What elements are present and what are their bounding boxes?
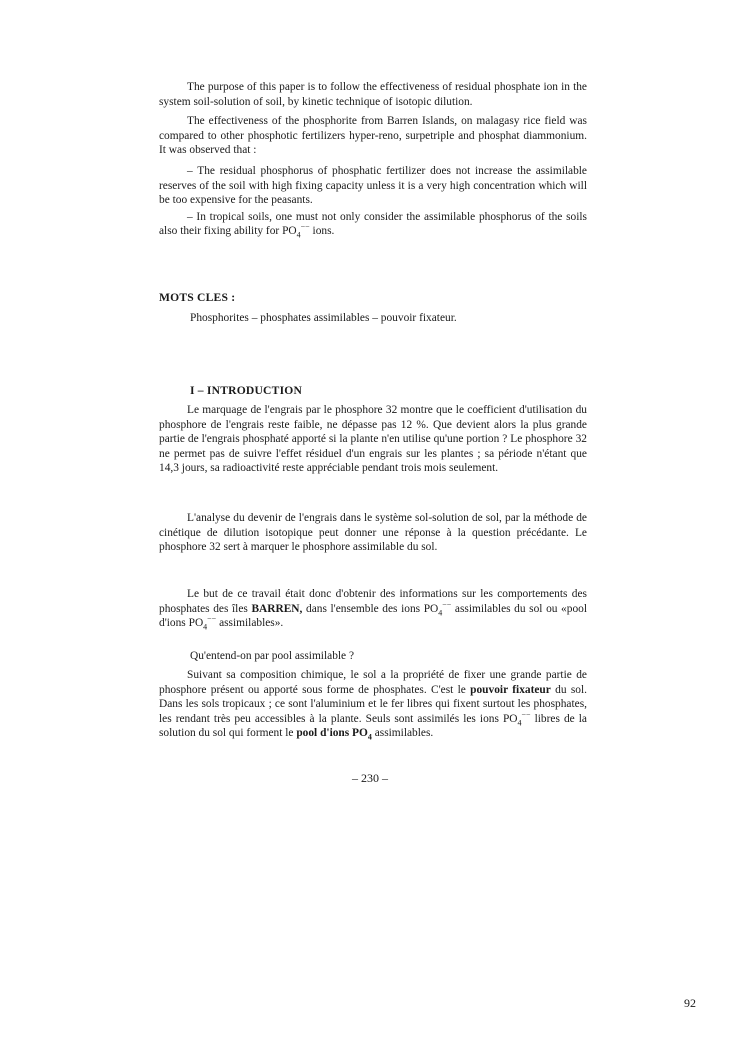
formula-charge: −−: [207, 614, 217, 624]
page-number: – 230 –: [352, 771, 388, 785]
formula-subscript: 4: [203, 622, 208, 632]
intro-p4-part-a: Suivant sa composition chimique, le sol a la propriété de fixer une grande partie de phosphore présent ou apporté sous forme de phosphates. C'est le: [159, 669, 587, 696]
formula-charge: −−: [300, 222, 310, 232]
question: Qu'entend-on par pool assimilable ?: [190, 650, 355, 662]
intro-p4-part-b: du sol. Dans les sols tropicaux ; ce sont l'aluminium et le fer libres qui fixent surtout les phosphates, les rendant très peu accessibles à la plante. Seuls sont assimilés les ions: [159, 683, 587, 725]
pouvoir-fixateur-term: pouvoir fixateur: [470, 683, 551, 696]
formula-subscript: 4: [438, 607, 443, 617]
formula-subscript: 4: [296, 230, 301, 240]
abstract-paragraph-1: The purpose of this paper is to follow the effectiveness of residual phosphate ion in the system soil-solution of soil, by kinetic technique of isotopic dilution.: [159, 81, 587, 108]
po4-formula: [502, 709, 531, 728]
abstract-paragraph-4: [159, 210, 587, 239]
intro-p4-part-c: libres de la solution du sol qui forment le: [159, 712, 587, 740]
intro-paragraph-2-text: L'analyse du devenir de l'engrais dans le système sol-solution de sol, par la méthode de cinétique de dilution isotopique peut donner une réponse à la question précédante. Le phosphore 32 sert à marquer le phosphore assimilable du sol.: [159, 512, 587, 554]
intro-paragraph-3-text: [159, 587, 587, 631]
formula-base: PO: [502, 712, 518, 725]
keywords-heading: MOTS CLES :: [159, 291, 236, 304]
intro-p3-part-c: assimilables du sol ou «pool d'ions: [159, 602, 588, 630]
pool-ions-term: [296, 727, 372, 742]
intro-p3-part-d: assimilables».: [219, 617, 284, 630]
formula-base: PO: [188, 617, 204, 630]
abstract-paragraph-4-end: ions.: [312, 225, 335, 238]
pool-ions-text: pool d'ions PO: [296, 727, 368, 740]
abstract-paragraph-3: – The residual phosphorus of phosphatic fertilizer does not increase the assimilable reserves of the soil with high fixing capacity unless it is a very high concentration which will be too expensive for the peasants.: [159, 164, 587, 207]
formula-charge: −−: [442, 599, 452, 609]
intro-paragraph-2: [159, 511, 587, 555]
abstract-paragraph-4-text: – In tropical soils, one must not only consider the assimilable phosphorus of the soils also their fixing ability for: [159, 210, 587, 238]
intro-paragraph-4-text: [159, 668, 587, 741]
sheet-number: 92: [684, 996, 696, 1010]
intro-paragraph-4: [159, 668, 587, 741]
po4-formula: [282, 222, 310, 240]
intro-p4-part-d: assimilables.: [374, 727, 434, 740]
intro-paragraph-3: [159, 587, 587, 631]
formula-subscript: 4: [517, 718, 522, 728]
intro-p3-part-b: dans l'ensemble des ions: [306, 602, 421, 615]
intro-paragraph-1-text: Le marquage de l'engrais par le phosphore 32 montre que le coefficient d'utilisation du phosphore de l'engrais reste faible, ne dépasse pas 12 %. Que devient alors la plus grande partie de l'engrais phosphaté apporté si la plante n'en utilise qu'une portion ? Le phosphore 32 ne permet pas de suivre l'effet résiduel d'un engrais sur les plantes ; sa période n'étant que 14,3 jours, sa radioactivité reste appréciable pendant trois mois seulement.: [159, 404, 587, 475]
intro-paragraph-1: [159, 403, 587, 476]
abstract: [159, 80, 587, 239]
po4-formula: [188, 614, 217, 632]
barren-name: BARREN,: [251, 602, 303, 615]
introduction-heading: I – INTRODUCTION: [190, 384, 303, 397]
formula-base: PO: [282, 225, 297, 238]
formula-base: PO: [423, 602, 439, 615]
abstract-paragraph-2: The effectiveness of the phosphorite from Barren Islands, on malagasy rice field was compared to other phosphotic fertilizers hyper-reno, surpetriple and phosphat diammonium. It was observed that :: [159, 115, 587, 157]
po4-formula: [423, 599, 452, 617]
formula-subscript: 4: [367, 732, 372, 742]
keywords-text: Phosphorites – phosphates assimilables – pouvoir fixateur.: [190, 312, 457, 324]
intro-p3-part-a: Le but de ce travail était donc d'obtenir des informations sur les comportements des phosphates des îles: [159, 588, 587, 615]
formula-charge: −−: [521, 709, 531, 719]
